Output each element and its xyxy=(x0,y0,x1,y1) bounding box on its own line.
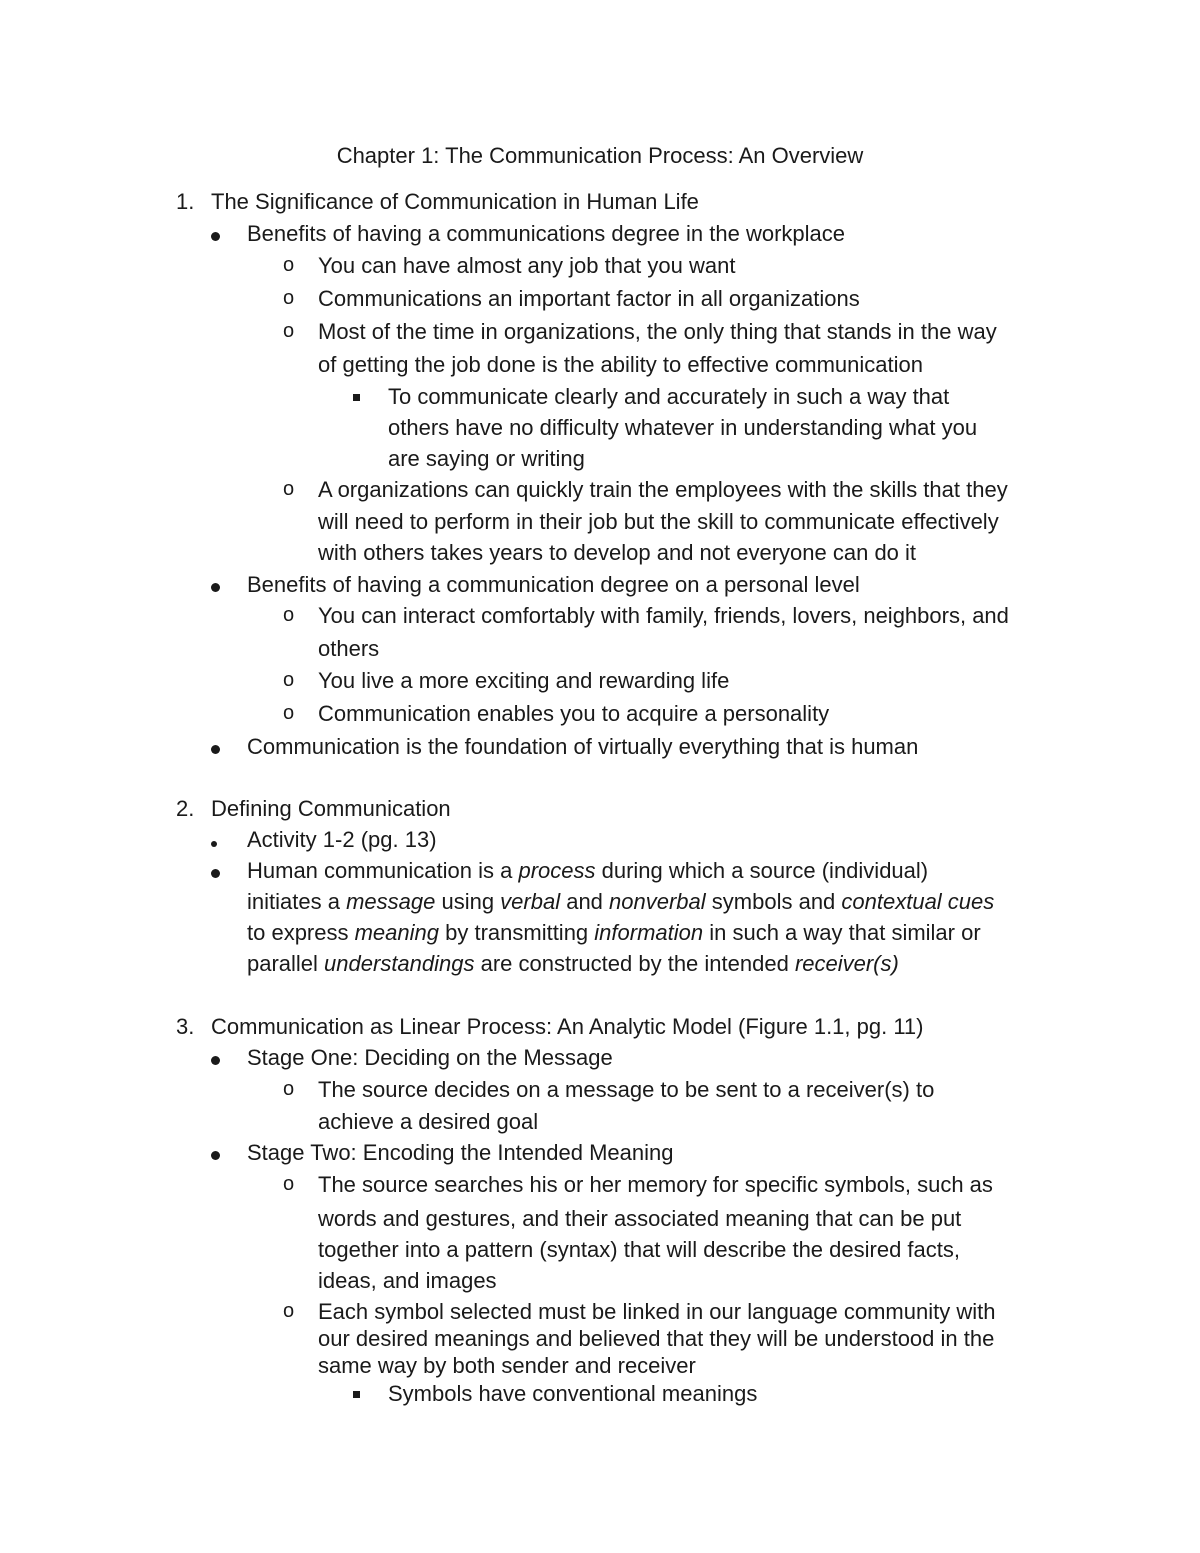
list-item-continuation: will need to perform in their job but the skill to communicate effectively xyxy=(318,509,999,534)
list-item-continuation: same way by both sender and receiver xyxy=(318,1353,696,1378)
definition-line-1: Human communication is a process during which a source (individual) xyxy=(247,858,929,883)
list-item: Communication is the foundation of virtually everything that is human xyxy=(247,734,919,759)
list-item: Activity 1-2 (pg. 13) xyxy=(247,827,437,852)
bullet-dot-icon xyxy=(211,569,220,600)
section-3-number: 3. xyxy=(176,1014,195,1039)
bullet-circle-icon: o xyxy=(283,604,295,626)
list-item-continuation: are saying or writing xyxy=(388,446,585,471)
bullet-circle-icon: o xyxy=(283,478,295,500)
list-item: The source decides on a message to be sent to a receiver(s) to xyxy=(318,1077,935,1102)
list-item-continuation: of getting the job done is the ability to effective communication xyxy=(318,352,923,377)
definition-line-3: to express meaning by transmitting information in such a way that similar or xyxy=(247,920,981,945)
section-2-title: Defining Communication xyxy=(211,796,451,821)
bullet-circle-icon: o xyxy=(283,1300,295,1322)
list-item: Benefits of having a communications degree in the workplace xyxy=(247,221,846,246)
list-item: The source searches his or her memory for specific symbols, such as xyxy=(318,1172,993,1197)
bullet-square-icon xyxy=(353,1378,360,1409)
page-title: Chapter 1: The Communication Process: An Overview xyxy=(336,143,864,168)
list-item: Each symbol selected must be linked in our language community with xyxy=(318,1299,996,1324)
bullet-circle-icon: o xyxy=(283,669,295,691)
list-item: Communications an important factor in all organizations xyxy=(318,286,860,311)
section-2-number: 2. xyxy=(176,796,195,821)
list-item: Communication enables you to acquire a personality xyxy=(318,701,830,726)
list-item-continuation: together into a pattern (syntax) that will describe the desired facts, xyxy=(318,1237,960,1262)
bullet-circle-icon: o xyxy=(283,1173,295,1195)
list-item: Stage One: Deciding on the Message xyxy=(247,1045,613,1070)
list-item: Stage Two: Encoding the Intended Meaning xyxy=(247,1140,674,1165)
bullet-circle-icon: o xyxy=(283,320,295,342)
list-item: You can have almost any job that you want xyxy=(318,253,736,278)
bullet-dot-icon xyxy=(211,824,217,855)
definition-line-4: parallel understandings are constructed by the intended receiver(s) xyxy=(247,951,899,976)
list-item-continuation: others have no difficulty whatever in understanding what you xyxy=(388,415,978,440)
list-item: You live a more exciting and rewarding life xyxy=(318,668,730,693)
bullet-dot-icon xyxy=(211,731,220,762)
list-item: You can interact comfortably with family, friends, lovers, neighbors, and xyxy=(318,603,1009,628)
list-item: A organizations can quickly train the employees with the skills that they xyxy=(318,477,1008,502)
list-item-continuation: words and gestures, and their associated meaning that can be put xyxy=(318,1206,962,1231)
bullet-square-icon xyxy=(353,381,360,412)
list-item-continuation: achieve a desired goal xyxy=(318,1109,539,1134)
bullet-dot-icon xyxy=(211,1042,220,1073)
list-item-continuation: ideas, and images xyxy=(318,1268,497,1293)
bullet-circle-icon: o xyxy=(283,254,295,276)
section-1-number: 1. xyxy=(176,189,195,214)
list-item-continuation: our desired meanings and believed that they will be understood in the xyxy=(318,1326,995,1351)
bullet-dot-icon xyxy=(211,855,220,886)
bullet-circle-icon: o xyxy=(283,1078,295,1100)
section-3-title: Communication as Linear Process: An Analytic Model (Figure 1.1, pg. 11) xyxy=(211,1014,924,1039)
list-item: Most of the time in organizations, the only thing that stands in the way xyxy=(318,319,997,344)
section-1-title: The Significance of Communication in Human Life xyxy=(211,189,699,214)
list-item-continuation: others xyxy=(318,636,380,661)
bullet-circle-icon: o xyxy=(283,287,295,309)
definition-line-2: initiates a message using verbal and nonverbal symbols and contextual cues xyxy=(247,889,995,914)
bullet-circle-icon: o xyxy=(283,702,295,724)
list-item: To communicate clearly and accurately in such a way that xyxy=(388,384,950,409)
list-item: Benefits of having a communication degree on a personal level xyxy=(247,572,860,597)
bullet-dot-icon xyxy=(211,218,220,249)
list-item-continuation: with others takes years to develop and not everyone can do it xyxy=(318,540,917,565)
list-item: Symbols have conventional meanings xyxy=(388,1381,758,1406)
bullet-dot-icon xyxy=(211,1137,220,1168)
